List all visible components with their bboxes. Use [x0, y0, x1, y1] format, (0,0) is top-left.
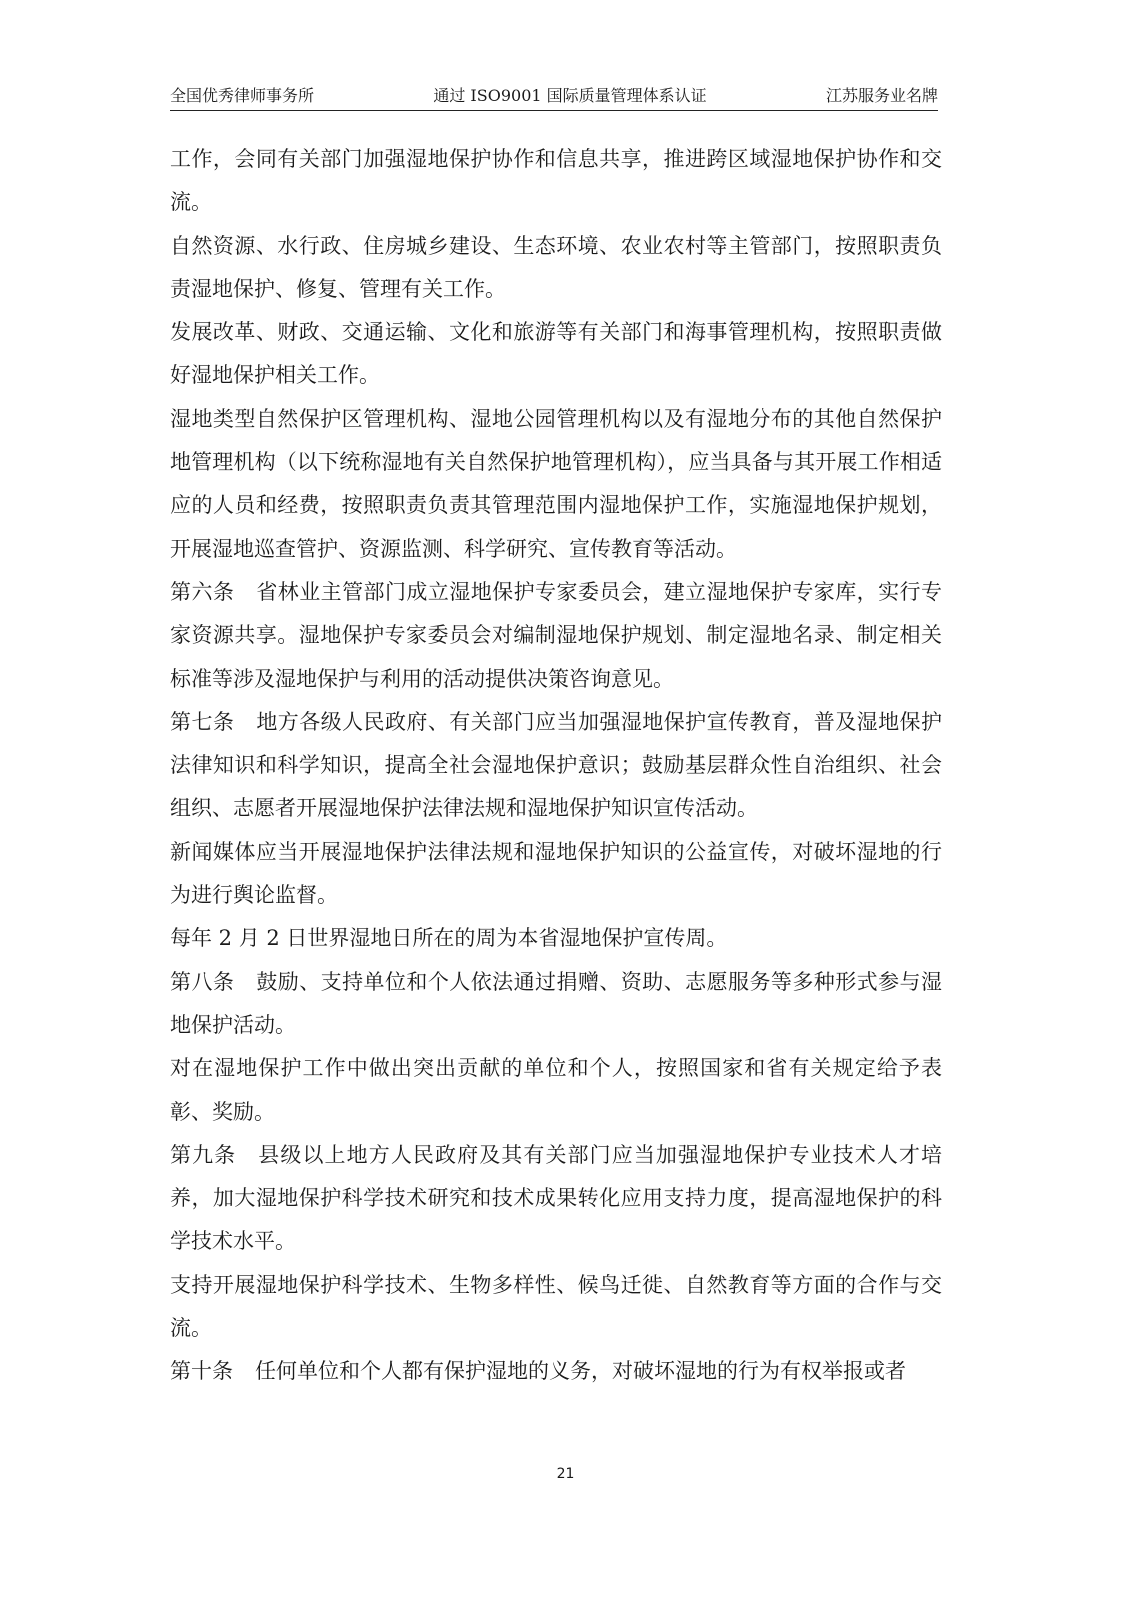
paragraph: [170, 311, 942, 398]
paragraph: [170, 831, 942, 918]
page-header: [170, 78, 938, 111]
paragraph-text: 县级以上地方人民政府及其有关部门应当加强湿地保护专业技术人才培养，加大湿地保护科学技术研究和技术成果转化应用支持力度，提高湿地保护的科学技术水平。: [170, 1142, 943, 1254]
paragraph-text: 省林业主管部门成立湿地保护专家委员会，建立湿地保护专家库，实行专家资源共享。湿地保护专家委员会对编制湿地保护规划、制定湿地名录、制定相关标准等涉及湿地保护与利用的活动提供决策咨询意见。: [170, 579, 943, 691]
paragraph-text: 地方各级人民政府、有关部门应当加强湿地保护宣传教育，普及湿地保护法律知识和科学知识，提高全社会湿地保护意识；鼓励基层群众性自治组织、社会组织、志愿者开展湿地保护法律法规和湿地保护知识宣传活动。: [170, 709, 943, 821]
article-paragraph: [170, 1134, 942, 1264]
header-center-text: 通过 ISO9001 国际质量管理体系认证: [433, 86, 707, 105]
paragraph-text: 鼓励、支持单位和个人依法通过捐赠、资助、志愿服务等多种形式参与湿地保护活动。: [170, 969, 943, 1037]
header-left-text: 全国优秀律师事务所: [170, 86, 315, 105]
article-paragraph: [170, 571, 942, 701]
article-number: 第八条: [170, 969, 235, 994]
paragraph-text: 每年 2 月 2 日世界湿地日所在的周为本省湿地保护宣传周。: [170, 926, 728, 951]
page-number: 21: [556, 1466, 575, 1482]
header-right-text: 江苏服务业名牌: [825, 86, 938, 105]
paragraph-text: 对在湿地保护工作中做出突出贡献的单位和个人，按照国家和省有关规定给予表彰、奖励。: [170, 1056, 942, 1124]
paragraph: [170, 1047, 942, 1134]
paragraph-text: 支持开展湿地保护科学技术、生物多样性、候鸟迁徙、自然教育等方面的合作与交流。: [170, 1272, 942, 1341]
paragraph: [170, 398, 942, 571]
article-number: 第九条: [170, 1142, 237, 1167]
paragraph: [170, 225, 942, 312]
paragraph: [170, 138, 942, 225]
article-paragraph: [170, 701, 942, 831]
paragraph-text: 湿地类型自然保护区管理机构、湿地公园管理机构以及有湿地分布的其他自然保护地管理机构（以下统称湿地有关自然保护地管理机构），应当具备与其开展工作相适应的人员和经费，按照职责负责其管理范围内湿地保护工作，实施湿地保护规划，开展湿地巡查管护、资源监测、科学研究、宣传教育等活动。: [170, 406, 942, 561]
article-number: 第七条: [170, 709, 235, 734]
paragraph: [170, 1264, 942, 1351]
article-number: 第六条: [170, 579, 235, 604]
article-paragraph: [170, 1350, 942, 1393]
document-body: [170, 138, 942, 1394]
paragraph-text: 新闻媒体应当开展湿地保护法律法规和湿地保护知识的公益宣传，对破坏湿地的行为进行舆论监督。: [170, 839, 942, 908]
paragraph-text: 自然资源、水行政、住房城乡建设、生态环境、农业农村等主管部门，按照职责负责湿地保护、修复、管理有关工作。: [170, 233, 942, 301]
article-number: 第十条: [170, 1359, 233, 1384]
paragraph-text: 工作，会同有关部门加强湿地保护协作和信息共享，推进跨区域湿地保护协作和交流。: [170, 147, 942, 215]
paragraph: [170, 917, 942, 960]
article-paragraph: [170, 961, 942, 1048]
paragraph-text: 发展改革、财政、交通运输、文化和旅游等有关部门和海事管理机构，按照职责做好湿地保护相关工作。: [170, 320, 942, 388]
paragraph-text: 任何单位和个人都有保护湿地的义务，对破坏湿地的行为有权举报或者: [255, 1359, 906, 1384]
